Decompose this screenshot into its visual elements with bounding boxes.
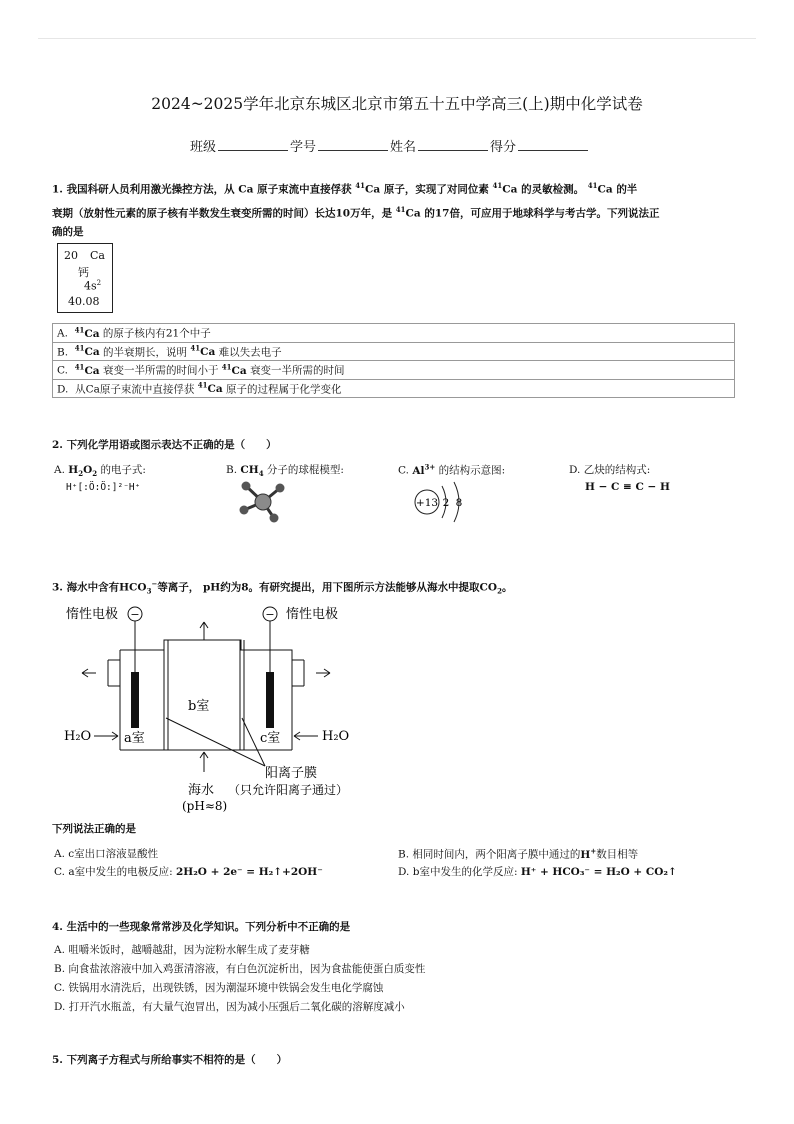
membrane-label: 阳离子膜 [265, 766, 318, 781]
isotope-symbol: Ca [84, 346, 100, 358]
element-card-calcium [57, 243, 113, 313]
field-name-blank[interactable] [418, 136, 488, 151]
electron-config-sup: 2 [96, 279, 102, 287]
option-text: B. 相同时间内，两个阳离子膜中通过的 [398, 848, 581, 861]
q4-option-b[interactable]: B. 向食盐浓溶液中加入鸡蛋清溶液，有白色沉淀析出，因为食盐能使蛋白质变性 [54, 963, 426, 975]
isotope-mass: 41 [190, 343, 201, 353]
option-text: 的结构示意图: [438, 464, 506, 477]
q4-option-a[interactable]: A. 咀嚼米饭时，越嚼越甜，因为淀粉水解生成了麦芽糖 [54, 944, 310, 956]
ion-sup: + [590, 846, 597, 855]
isotope-mass: 41 [74, 343, 85, 353]
seawater-ph-label: (pH≈8) [182, 799, 228, 813]
question-3-ask: 下列说法正确的是 [52, 823, 136, 835]
q1-text: 原子，实现了对同位素 [383, 183, 489, 196]
electron-config: 4s [84, 279, 97, 293]
q1-text: Ca [238, 183, 254, 196]
option-text: 从Ca原子束流中直接俘获 [75, 383, 195, 395]
question-number: 4. [52, 921, 63, 933]
negative-sign: − [130, 608, 140, 621]
q3-text: pH约为8。有研究提出，用下图所示方法能够从海水中提取 [202, 581, 480, 594]
q3-option-a[interactable]: A. c室出口溶液显酸性 [54, 848, 159, 860]
formula-sup: 3+ [424, 462, 436, 471]
formula: O [83, 464, 93, 476]
co2-formula: CO [479, 581, 498, 594]
question-number: 5. [52, 1054, 63, 1066]
student-info-fields [190, 136, 590, 155]
option-text: D. b室中发生的化学反应: [398, 866, 518, 878]
option-label: B. [226, 464, 238, 476]
q1-text: 原子束流中直接俘获 [257, 183, 352, 196]
q2-text: 下列化学用语或图示表达不正确的是（ ） [66, 439, 277, 451]
formula: H [68, 464, 79, 476]
option-label: D. [569, 464, 581, 476]
q3-text: 海水中含有 [66, 581, 120, 594]
field-class-label: 班级 [190, 140, 217, 155]
room-b-label: b室 [188, 699, 210, 714]
question-5-stem [52, 1051, 287, 1070]
formula: CH [240, 464, 259, 476]
option-text: 的电子式: [100, 464, 146, 476]
question-3-stem [52, 574, 512, 601]
q5-text: 下列离子方程式与所给事实不相符的是（ ） [66, 1054, 288, 1066]
option-label: A. [57, 327, 68, 340]
page-title: 2024~2025学年北京东城区北京市第五十五中学高三(上)期中化学试卷 [151, 95, 643, 113]
ion-formula: HCO [119, 581, 147, 594]
option-text: 的原子核内有21个中子 [102, 327, 211, 340]
q3-option-b[interactable] [398, 846, 638, 862]
q2-option-b[interactable] [226, 462, 344, 478]
isotope-symbol: Ca [597, 183, 613, 196]
electron-formula: H⁺[:Ö:Ö:]²⁻H⁺ [66, 482, 141, 494]
field-score-blank[interactable] [518, 136, 588, 151]
right-electrode-label: 惰性电极 [286, 607, 339, 622]
formula-sub: 4 [258, 469, 264, 479]
option-text: 的半衰期长，说明 [103, 346, 188, 358]
isotope-symbol: Ca [200, 346, 216, 358]
question-number: 2. [52, 439, 63, 451]
option-d[interactable] [53, 379, 735, 398]
equation: 2H₂O + 2e⁻ = H₂↑+2OH⁻ [175, 866, 323, 878]
field-class-blank[interactable] [218, 136, 288, 151]
option-text: 难以失去电子 [218, 346, 282, 358]
acetylene-structure: H − C ≡ C − H [585, 481, 670, 493]
atomic-number: 20 [64, 249, 78, 262]
question-1-stem [52, 176, 742, 242]
methane-ball-stick-model [236, 478, 292, 526]
question-4-stem [52, 918, 350, 937]
negative-sign: − [265, 608, 275, 621]
water-inlet-left-label: H₂O [64, 729, 92, 744]
isotope-mass: 41 [395, 204, 406, 214]
option-label: C. [398, 464, 409, 477]
option-text: 数目相等 [596, 848, 639, 861]
q1-text: 我国科研人员利用激光操控方法，从 [66, 183, 235, 196]
option-label: A. [54, 464, 65, 476]
q2-option-d[interactable] [569, 462, 670, 493]
question-1-options [52, 323, 735, 398]
option-text: 乙炔的结构式: [583, 464, 651, 476]
seawater-label: 海水 [188, 783, 215, 798]
nucleus-charge: +13 [415, 497, 439, 509]
q1-text: 确的是 [52, 226, 84, 238]
atomic-mass: 40.08 [68, 295, 100, 308]
field-score-label: 得分 [490, 140, 517, 155]
ion-formula: H [580, 848, 591, 861]
option-label: C. [57, 364, 68, 377]
q3-text: 等离子， [157, 581, 200, 594]
isotope-mass: 41 [74, 362, 85, 371]
question-2-stem [52, 436, 277, 455]
option-a[interactable] [53, 324, 735, 343]
isotope-symbol: Ca [502, 183, 518, 196]
room-c-label: c室 [260, 731, 281, 746]
isotope-mass: 41 [492, 181, 503, 190]
isotope-symbol: Ca [84, 364, 100, 377]
q3-option-d[interactable] [398, 864, 677, 879]
left-electrode-label: 惰性电极 [66, 607, 119, 622]
option-text: 衰变一半所需的时间小于 [102, 364, 219, 377]
q2-option-c[interactable] [398, 462, 505, 478]
ion-sub: 3 [146, 586, 152, 596]
isotope-mass: 41 [221, 362, 232, 371]
isotope-symbol: Ca [231, 364, 247, 377]
field-id-blank[interactable] [318, 136, 388, 151]
isotope-symbol: Ca [207, 383, 223, 395]
top-divider [38, 38, 756, 39]
isotope-symbol: Ca [84, 327, 100, 340]
isotope-mass: 41 [587, 181, 598, 190]
element-name: 钙 [78, 266, 89, 279]
field-name-label: 姓名 [390, 140, 417, 155]
option-text: 衰变一半所需的时间 [250, 364, 345, 377]
option-c[interactable] [53, 361, 735, 380]
q1-text: 的灵敏检测。 [521, 183, 585, 196]
q1-text: 的17倍，可应用于地球科学与考古学。下列说法正 [424, 207, 660, 219]
aluminum-ion-structure-diagram [410, 478, 470, 526]
shell-electrons: 8 [455, 497, 463, 509]
co2-sub: 2 [497, 586, 502, 596]
q2-option-a[interactable] [54, 462, 146, 493]
element-symbol: Ca [90, 249, 105, 262]
question-number: 1. [52, 183, 63, 196]
q3-option-c[interactable] [54, 864, 323, 879]
electrolysis-cell-diagram [60, 600, 370, 815]
option-label: B. [57, 346, 69, 358]
formula-sub: 2 [92, 469, 98, 479]
q4-option-d[interactable]: D. 打开汽水瓶盖，有大量气泡冒出，因为减小压强后二氧化碳的溶解度减小 [54, 1001, 405, 1013]
q4-text: 生活中的一些现象常常涉及化学知识。下列分析中不正确的是 [66, 921, 351, 933]
q1-text: 衰期（放射性元素的原子核有半数发生衰变所需的时间）长达10万年，是 [52, 207, 393, 219]
option-text: 分子的球棍模型: [266, 464, 344, 476]
membrane-note: （只允许阳离子通过） [228, 783, 349, 797]
q3-text: 。 [501, 581, 513, 594]
isotope-symbol: Ca [365, 183, 381, 196]
ion-sup: − [151, 579, 158, 588]
field-id-label: 学号 [290, 140, 317, 155]
option-label: D. [57, 383, 69, 395]
q4-option-c[interactable]: C. 铁锅用水清洗后，出现铁锈，因为潮湿环境中铁锅会发生电化学腐蚀 [54, 982, 384, 994]
shell-electrons: 2 [442, 497, 450, 509]
option-b[interactable] [53, 342, 735, 361]
isotope-mass: 41 [197, 380, 208, 390]
room-a-label: a室 [124, 731, 145, 746]
water-inlet-right-label: H₂O [322, 729, 350, 744]
q1-text: 的半 [616, 183, 638, 196]
formula-sub: 2 [78, 469, 84, 479]
option-text: C. a室中发生的电极反应: [54, 866, 173, 878]
isotope-symbol: Ca [405, 207, 421, 219]
isotope-mass: 41 [74, 325, 85, 334]
isotope-mass: 41 [355, 181, 366, 190]
equation: H⁺ + HCO₃⁻ = H₂O + CO₂↑ [520, 866, 677, 878]
formula: Al [412, 464, 425, 477]
option-text: 原子的过程属于化学变化 [225, 383, 342, 395]
question-number: 3. [52, 581, 63, 594]
